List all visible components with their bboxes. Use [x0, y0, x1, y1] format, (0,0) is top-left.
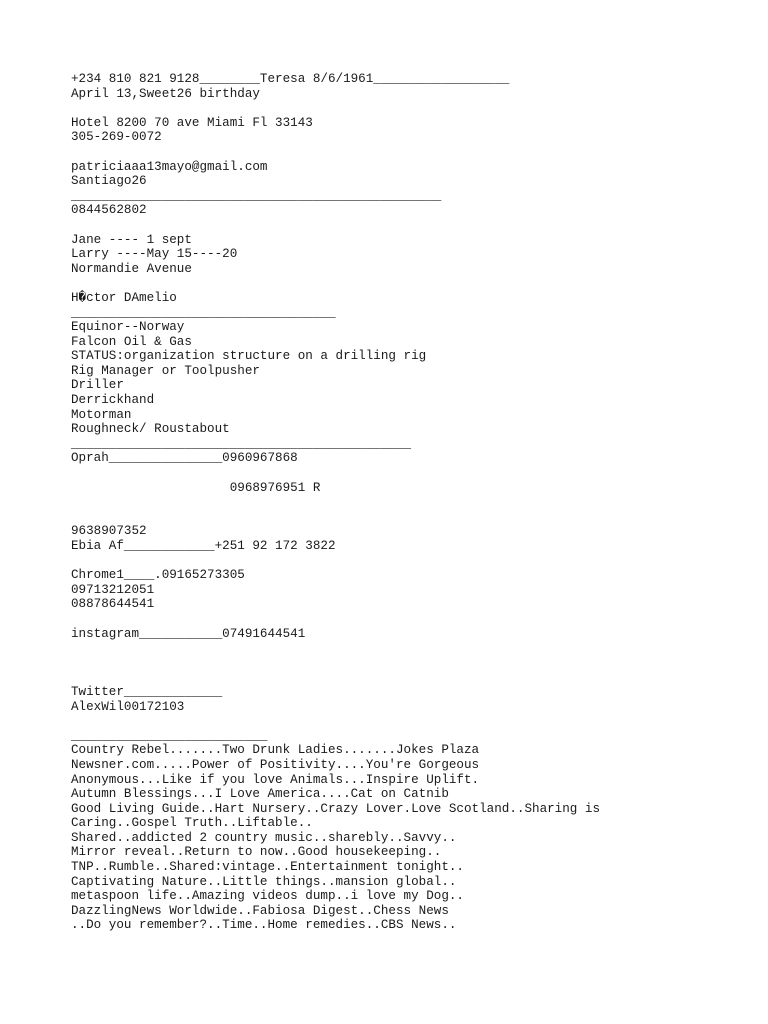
document-page — [71, 72, 751, 933]
text-line: 0968976951 R — [71, 480, 321, 495]
text-line: ___________________________________ — [71, 305, 336, 320]
text-line: 09713212051 — [71, 582, 155, 597]
text-line: Normandie Avenue — [71, 261, 192, 276]
text-line: Chrome1____.09165273305 — [71, 568, 245, 583]
blank-line — [71, 670, 751, 685]
text-line: _________________________________________________ — [71, 188, 442, 203]
text-line: Mirror reveal..Return to now..Good housekeeping.. — [71, 845, 442, 860]
blank-line — [71, 554, 751, 569]
text-line: instagram___________07491644541 — [71, 626, 306, 641]
text-line: Oprah_______________0960967868 — [71, 451, 298, 466]
text-line: Derrickhand — [71, 393, 155, 408]
blank-line — [71, 466, 751, 481]
text-line: H�ctor DAmelio — [71, 290, 177, 305]
text-line: STATUS:organization structure on a drilling rig — [71, 349, 427, 364]
text-line: Twitter_____________ — [71, 684, 223, 699]
blank-line — [71, 145, 751, 160]
text-line: 0844562802 — [71, 203, 147, 218]
blank-line — [71, 276, 751, 291]
text-line: Ebia Af____________+251 92 172 3822 — [71, 539, 336, 553]
blank-line — [71, 510, 751, 525]
blank-line — [71, 495, 751, 510]
blank-line — [71, 101, 751, 116]
text-line: AlexWil00172103 — [71, 699, 185, 714]
text-line: metaspoon life..Amazing videos dump..i love my Dog.. — [71, 889, 464, 904]
text-line: Jane ---- 1 sept — [71, 232, 192, 247]
text-line: Caring..Gospel Truth..Liftable.. — [71, 816, 313, 831]
text-line: Good Living Guide..Hart Nursery..Crazy Lover.Love Scotland..Sharing is — [71, 801, 601, 816]
text-line: Shared..addicted 2 country music..sharebly..Savvy.. — [71, 830, 457, 845]
text-line: Hotel 8200 70 ave Miami Fl 33143 — [71, 115, 313, 130]
text-line: Motorman — [71, 407, 132, 422]
text-line: Driller — [71, 378, 124, 393]
blank-line — [71, 218, 751, 233]
text-line: Newsner.com.....Power of Positivity....You're Gorgeous — [71, 757, 480, 772]
text-line: TNP..Rumble..Shared:vintage..Entertainment tonight.. — [71, 860, 464, 875]
blank-line — [71, 641, 751, 656]
text-line: Roughneck/ Roustabout — [71, 422, 230, 437]
text-line: April 13,Sweet26 birthday — [71, 86, 260, 101]
text-line: +234 810 821 9128________Teresa 8/6/1961__________________ — [71, 72, 510, 86]
text-line: DazzlingNews Worldwide..Fabiosa Digest..Chess News — [71, 903, 449, 918]
text-line: 9638907352 — [71, 524, 147, 539]
text-line: Anonymous...Like if you love Animals...Inspire Uplift. — [71, 772, 480, 787]
text-line: 305-269-0072 — [71, 130, 162, 145]
text-line: __________________________ — [71, 728, 268, 743]
text-line: _____________________________________________ — [71, 436, 412, 451]
text-line: patriciaaa13mayo@gmail.com — [71, 159, 268, 174]
text-line: Country Rebel.......Two Drunk Ladies.......Jokes Plaza — [71, 743, 480, 758]
text-line: Rig Manager or Toolpusher — [71, 363, 260, 378]
text-line: 08878644541 — [71, 597, 155, 612]
blank-line — [71, 656, 751, 671]
text-line: Falcon Oil & Gas — [71, 334, 192, 349]
blank-line — [71, 612, 751, 627]
text-line: Larry ----May 15----20 — [71, 247, 238, 262]
text-line: Equinor--Norway — [71, 320, 185, 335]
text-line: Santiago26 — [71, 174, 147, 189]
blank-line — [71, 714, 751, 729]
text-line: Autumn Blessings...I Love America....Cat on Catnib — [71, 787, 449, 802]
text-line: Captivating Nature..Little things..mansion global.. — [71, 874, 457, 889]
text-line: ..Do you remember?..Time..Home remedies..CBS News.. — [71, 918, 457, 933]
